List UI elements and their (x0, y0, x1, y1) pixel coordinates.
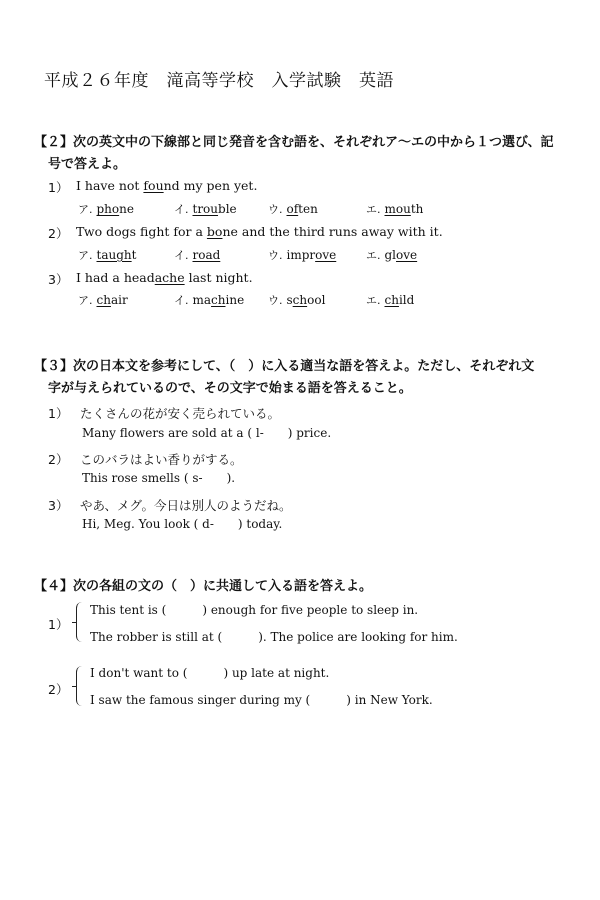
s2-q1-option-b (174, 201, 237, 217)
s2-q2-number: 2） (48, 226, 69, 241)
s2-q1-option-a (78, 201, 134, 217)
option-post: ble (218, 202, 237, 216)
option-underlined: ove (396, 248, 418, 262)
option-underlined: road (192, 248, 221, 262)
option-underlined: mou (384, 202, 411, 216)
section-2-heading-line1: 【２】次の英文中の下線部と同じ発音を含む語を、それぞれア～エの中から１つ選び、記 (34, 135, 554, 150)
s3-q3-japanese: やあ、メグ。今日は別人のようだね。 (80, 498, 292, 513)
s2-q3-underlined: ache (154, 270, 185, 285)
section-3-heading-line2: 字が与えられているので、その文字で始まる語を答えること。 (48, 381, 412, 396)
s2-q3-sentence (76, 270, 253, 285)
s4-q2-brace (76, 666, 83, 706)
option-pre: gl (384, 248, 397, 262)
option-underlined: taugh (96, 248, 132, 262)
s4-q2-sentence-a: I don't want to ( ) up late at night. (90, 666, 330, 680)
option-underlined: trou (192, 202, 219, 216)
section-2-heading-line2: 号で答えよ。 (48, 157, 127, 172)
page-title: 平成２６年度 滝高等学校 入学試験 英語 (44, 71, 394, 91)
s2-q2-pre: Two dogs fight for a (76, 224, 207, 239)
s2-q2-post: ne and the third runs away with it. (222, 224, 443, 239)
option-post: ool (307, 293, 326, 307)
s2-q2-underlined: bo (206, 224, 223, 239)
s4-q2-sentence-b: I saw the famous singer during my ( ) in New York. (90, 693, 433, 707)
option-post: ine (225, 293, 245, 307)
option-post: t (131, 248, 137, 262)
option-underlined: ch (384, 293, 399, 307)
option-key: イ. (174, 294, 189, 307)
s4-q1-brace (76, 602, 83, 642)
s3-q1-japanese: たくさんの花が安く売られている。 (80, 406, 281, 421)
s2-q3-option-b (174, 292, 244, 308)
s2-q3-option-d (366, 292, 414, 308)
option-pre: s (286, 293, 293, 307)
s3-q2-japanese: このバラはよい香りがする。 (80, 452, 243, 467)
s2-q2-option-d (366, 247, 417, 263)
s4-q2-number: 2） (48, 682, 69, 697)
option-post: ild (398, 293, 415, 307)
option-underlined: ch (211, 293, 226, 307)
option-post: air (110, 293, 128, 307)
option-underlined: ch (292, 293, 308, 307)
option-underlined: pho (96, 202, 120, 216)
section-3-heading (34, 356, 564, 400)
option-key: エ. (366, 249, 381, 262)
s2-q1-underlined: fou (143, 178, 164, 193)
s3-q2-number: 2） (48, 452, 69, 467)
option-key: エ. (366, 203, 381, 216)
s2-q1-option-c (268, 201, 318, 217)
option-post: th (410, 202, 424, 216)
s2-q1-pre: I have not (76, 178, 144, 193)
s4-q1-sentence-a: This tent is ( ) enough for five people to sleep in. (90, 603, 419, 617)
s2-q2-option-b (174, 247, 220, 263)
s2-q1-option-d (366, 201, 423, 217)
option-key: ア. (78, 249, 93, 262)
s2-q1-post: nd my pen yet. (163, 178, 258, 193)
option-key: ウ. (268, 249, 283, 262)
option-key: ウ. (268, 294, 283, 307)
s3-q3-number: 3） (48, 498, 69, 513)
section-4-heading: 【４】次の各組の文の（ ）に共通して入る語を答えよ。 (34, 579, 373, 594)
s2-q2-option-c (268, 247, 336, 263)
s2-q1-number: 1） (48, 180, 69, 195)
option-underlined: ch (96, 293, 111, 307)
option-key: イ. (174, 203, 189, 216)
option-key: ウ. (268, 203, 283, 216)
s2-q3-post: last night. (184, 270, 253, 285)
s2-q3-number: 3） (48, 272, 69, 287)
s3-q1-english: Many flowers are sold at a ( l- ) price. (82, 426, 332, 440)
s3-q3-english: Hi, Meg. You look ( d- ) today. (82, 517, 283, 531)
option-key: エ. (366, 294, 381, 307)
s3-q1-number: 1） (48, 406, 69, 421)
option-underlined: of (286, 202, 299, 216)
s2-q3-pre: I had a head (76, 270, 155, 285)
section-2-heading (34, 132, 564, 176)
s2-q2-sentence (76, 224, 443, 239)
s4-q1-number: 1） (48, 617, 69, 632)
option-pre: impr (286, 248, 316, 262)
option-key: ア. (78, 203, 93, 216)
option-key: イ. (174, 249, 189, 262)
s4-q1-sentence-b: The robber is still at ( ). The police are looking for him. (90, 630, 458, 644)
option-key: ア. (78, 294, 93, 307)
option-pre: ma (192, 293, 212, 307)
s2-q3-option-c (268, 292, 325, 308)
option-post: ten (298, 202, 318, 216)
s2-q3-option-a (78, 292, 128, 308)
s2-q2-option-a (78, 247, 136, 263)
option-post: ne (119, 202, 134, 216)
section-3-heading-line1: 【３】次の日本文を参考にして、（ ）に入る適当な語を答えよ。ただし、それぞれ文 (34, 359, 535, 374)
option-underlined: ove (315, 248, 337, 262)
s3-q2-english: This rose smells ( s- ). (82, 471, 236, 485)
s2-q1-sentence (76, 178, 257, 193)
